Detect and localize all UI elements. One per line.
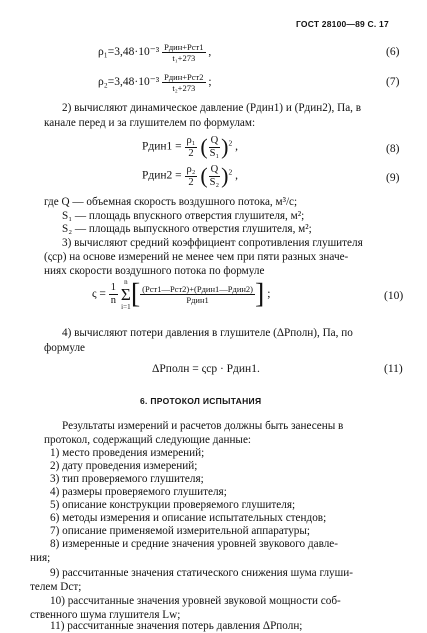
paragraph-3-line-3: ниях скорости воздушного потока по формуле [44,265,265,277]
equation-8-q: Q [210,134,219,146]
equation-8-left-paren: ( [200,134,208,159]
definition-q: где Q — объемная скорость воздушного потока, м³/с; [44,196,298,208]
list-item: 7) описание применяемой измерительной аппаратуры; [50,525,311,537]
equation-6 [98,42,211,63]
equation-8-density-fraction [185,135,198,160]
list-item: 8) измеренные и средние значения уровней звукового давле- [50,538,338,550]
equation-7 [98,72,212,93]
equation-10 [92,278,270,311]
list-item: 6) методы измерения и описание испытательных стендов; [50,512,327,524]
equation-8-s: S₁ [209,147,220,159]
equation-11: ΔPполн = ςср · Pдин1. [152,363,260,375]
equation-9-flow-fraction [208,164,222,189]
equation-8-flow-fraction [208,135,222,160]
equation-8-power: 2 [228,138,233,148]
equation-10-inverse-n [109,282,118,307]
equation-8-lhs: Pдин1 = [142,140,182,153]
equation-7-tail: ; [208,76,212,89]
equation-10-sum-bottom: i=1 [121,303,131,311]
equation-11-number: (11) [384,363,403,375]
equation-10-sum [121,278,131,311]
equation-10-sum-top: n [124,278,128,286]
equation-8-two: 2 [188,147,194,159]
equation-8-right-paren: ) [221,134,229,159]
paragraph-3-line-2: (ςср) на основе измерений не менее чем при пяти разных значе- [44,251,349,263]
list-item: 1) место проведения измерений; [50,447,205,459]
equation-9-power: 2 [228,167,233,177]
equation-9-rho: ρ₂ [186,163,196,175]
equation-10-left-bracket: [ [130,278,141,310]
equation-6-lhs: ρ₁=3,48·10⁻³ [98,46,160,59]
equation-6-numerator: Pдин+Pст1 [164,42,204,52]
equation-8-tail: , [235,140,238,153]
equation-6-denominator: t₁+273 [172,53,196,63]
equation-9-right-paren: ) [221,163,229,188]
equation-9 [142,163,238,189]
paragraph-2-line-1: 2) вычисляют динамическое давление (Pдин1) и (Pдин2), Па, в [62,102,362,114]
equation-10-lhs: ς = [92,288,109,301]
equation-10-number: (10) [384,290,404,302]
equation-7-denominator: t₂+273 [172,83,196,93]
page-header: ГОСТ 28100—89 С. 17 [296,19,389,29]
equation-9-q: Q [210,163,219,175]
equation-7-lhs: ρ₂=3,48·10⁻³ [98,76,160,89]
equation-9-two: 2 [188,176,194,188]
list-item-continuation: ственного шума глушителя Lw; [30,609,181,621]
equation-10-sigma: Σ [120,285,131,304]
list-item: 4) размеры проверяемого глушителя; [50,486,227,498]
equation-10-fraction [140,284,255,305]
equation-10-numerator: (Pст1—Pст2)+(Pдин1—Pдин2) [142,284,254,294]
equation-8-number: (8) [386,143,400,155]
equation-10-tail: ; [267,288,271,301]
equation-6-tail: , [208,46,212,59]
equation-9-tail: , [235,169,238,182]
list-item: 3) тип проверяемого глушителя; [50,473,204,485]
section-title: 6. ПРОТОКОЛ ИСПЫТАНИЯ [140,396,262,406]
list-item: 11) рассчитанные значения потерь давления ΔPполн; [50,620,303,632]
equation-9-s: S₂ [209,176,220,188]
equation-10-n: n [110,295,117,306]
list-item-continuation: телем Dст; [30,581,82,593]
equation-9-lhs: Pдин2 = [142,169,182,182]
paragraph-3-line-1: 3) вычисляют средний коэффициент сопротивления глушителя [62,237,363,249]
equation-7-fraction [162,72,205,93]
equation-9-left-paren: ( [200,163,208,188]
equation-10-right-bracket: ] [255,278,265,310]
equation-6-fraction [162,42,205,63]
paragraph-4-line-2: формуле [44,342,85,354]
intro-line-1: Результаты измерений и расчетов должны быть занесены в [62,420,344,432]
equation-9-number: (9) [386,172,400,184]
equation-8-rho: ρ₁ [186,134,196,146]
paragraph-2-line-2: канале перед и за глушителем по формулам: [44,117,256,129]
equation-10-denominator: Pдин1 [186,295,209,305]
equation-9-density-fraction [185,164,198,189]
list-item: 5) описание конструкции проверяемого глушителя; [50,499,296,511]
equation-6-number: (6) [386,46,400,58]
equation-7-number: (7) [386,76,400,88]
intro-line-2: протокол, содержащий следующие данные: [44,434,252,446]
list-item-continuation: ния; [30,552,51,564]
equation-10-one: 1 [110,282,117,293]
equation-8 [142,134,238,160]
paragraph-4-line-1: 4) вычисляют потери давления в глушителе (ΔPполн), Па, по [62,327,353,339]
definition-s1: S₁ — площадь впускного отверстия глушителя, м²; [62,210,305,222]
list-item: 10) рассчитанные значения уровней звуковой мощности соб- [50,595,341,607]
list-item: 9) рассчитанные значения статического снижения шума глуши- [50,567,353,579]
list-item: 2) дату проведения измерений; [50,460,198,472]
definition-s2: S₂ — площадь выпускного отверстия глушителя, м²; [62,223,312,235]
equation-7-numerator: Pдин+Pст2 [164,72,204,82]
